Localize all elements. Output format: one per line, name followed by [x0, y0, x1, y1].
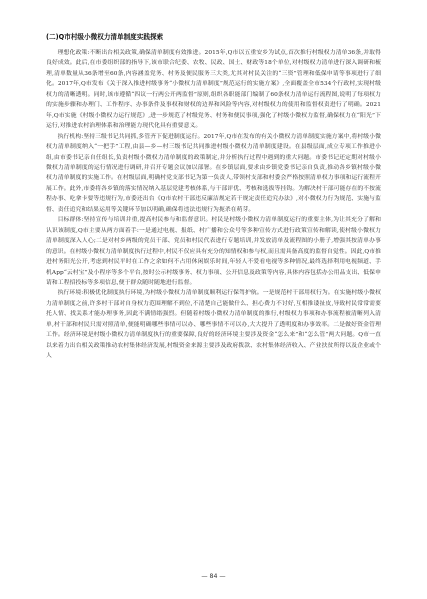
paragraph-policy: 理想化政策:不断出台相关政策,确保清单制度有效推进。2015年,Q市以五重安乡为试点,首次推行村级权力清单36条,并取得良好成效。此后,在市委组织部的指导下,该市联合纪委、农牧、民政、国土、财政等18个单位,对村级权力清单进行深入调研和梳理,清单数量从36条增至60条,内容涵盖党务、村务及便民服务三大类,尤其对村民关注的“三资”管理和低保申请等事项进行了细化。2017年,Q市发布《关于深入推进村级事务“小微权力清单制度”规范运行的实施方案》,全面覆盖全市534个行政村,实现村级权力的清晰透明。同时,该市遵循“四议一行两公开两监督”原则,组织各职能部门编制了60条权力清单运行流程图,说明了每项权力的实施步骤和办理门、工作程序、办事条件及事权和财权的边界和风险等内容,对村级权力的使用和监督权责进行了明确。2021年,Q市实施《村级小微权力运行规范》,进一步规范了村级党务、村务和便民事项,强化了村级小微权力监督,确保权力在“阳光”下运行,对推进农村治理体系和治理能力现代化具有重要意义。 — [46, 50, 381, 130]
section-heading: (二)Q市村级小微权力清单制度实践探索 — [46, 33, 164, 41]
paragraph-environment: 执行环境:积极优化制度执行环境,为村级小微权力清单制度顺利运行保驾护航。一是规范村干部用权行为。在实施村级小微权力清单制度之前,许多村干部对自身权力范围理解不到位,不清楚自己能做什么、担心费力不讨好,互相推诿扯皮,导致村民常常需要托人情、找关系才能办理事务,因此不满情绪强烈。但随着村级小微权力清单制度的推行,村级权力事项和办事流程被清晰列入清单,村干部和村民只需对照清单,便能明确哪些事情可以办、哪些事情不可以办,大大提升了透明度和办事效率。二是做好资金管理工作。经济环境是村级小微权力清单制度执行的重要保障,良好的经济环境主要涉及资金“怎么来”和“怎么管”两大问题。Q市一直以来着力出台相关政策推动农村集体经济发展,村级资金来源主要涉及政府拨款、农村集体经济收入、产业扶贫所得以及企业或个人 — [46, 290, 381, 360]
page-number: — 84 — — [201, 573, 226, 580]
paragraph-executing-agency: 执行机构:坚持三级书记共同抓,多管齐下促进制度运行。2017年,Q市在发布的有关小微权力清单制度实施方案中,将村级小微权力清单制度纳入“一把手”工程,由县—乡—村三级书记共同推进村级小微权力清单制度建设。在县级层面,成立专项工作推进小组,由市委书记亲自任组长,负责村级小微权力清单制度的政策制定,并分析执行过程中遇到的重大问题。市委书记还定期对村级小微权力清单制度的运行情况进行调研,并召开专题会议加以部署。在乡镇层面,要求由乡镇党委书记亲自负责,推动各乡镇村级小微权力清单制度的实施工作。在村级层面,明确村党支部书记为第一负责人,带领村支部和村委会严格按照清单权力事项和运行流程开展工作。此外,市委将各乡镇的落实情况纳入基层党建考核体系,与干部评优、考核和选拔等挂钩。为解决村干部可能存在的不按流程办事、吃拿卡要等违规行为,市委还出台《Q市农村干部违反廉洁规定若干规定责任追究办法》,对小微权力行为规范、实施与监督、责任追究和结果运用等关键环节加以明确,确保将违法违规行为扼杀在萌芽。 — [46, 133, 381, 213]
paragraph-target-group: 目标群体:坚持宣传与培训并重,提高村民参与和监督意识。村民是村级小微权力清单制度运行的重要主体,为让其充分了解和认识该制度,Q市主要从两方面着手:一是通过电视、报纸、村广播和公众号等多种宣传方式进行政策宣传和解读,使村级小微权力清单制度深入人心;二是对村乡两级的党员干部、党员和村民代表进行专题培训,并发放清单及流程图的小册子,增强其按清单办事的意识。在村级小微权力清单制度执行过程中,村民不仅应具有充分的知情权和参与权,而且需具备高度的监督自觉性。因此,Q市推进村务阳光公开,考虑到村民平时在工作之余如何不占用休闲娱乐时间,年轻人不爱看电视等多种情况,最终选择利用电视频道、手机App“云村宝”及小程序等多个平台,按时公示村级事务、权力事项、公开信息及政策等内容,具体内容包括办公用品支出、低保申请和工程招投标等多项信息,便于群众随时随地进行监督。 — [46, 217, 382, 286]
